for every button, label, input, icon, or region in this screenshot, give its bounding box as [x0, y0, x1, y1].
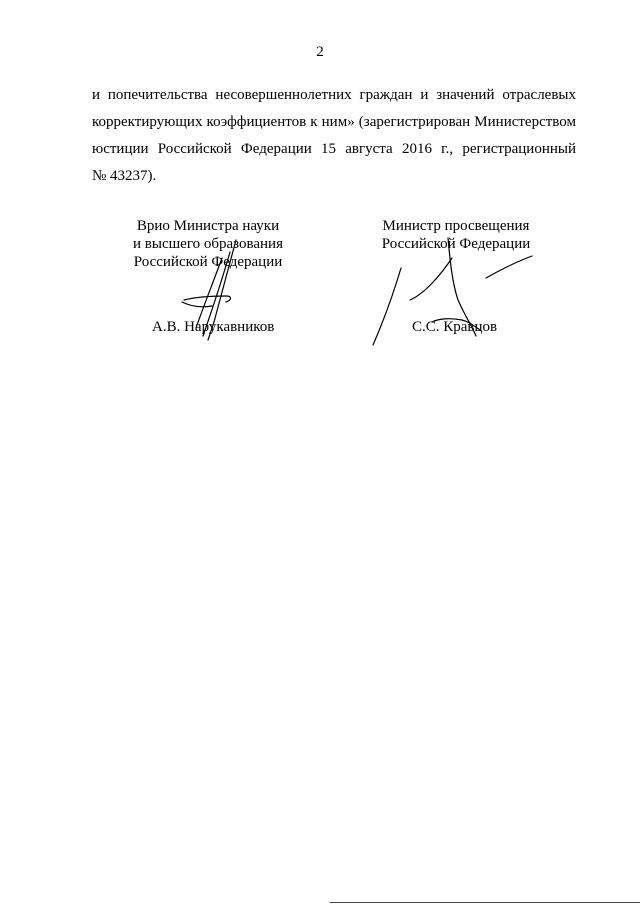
body-line-3: юстиции Российской Федерации 15 августа 2016 г., регистрационный: [92, 141, 576, 157]
left-signatory-title: [118, 217, 298, 271]
page-number: 2: [316, 44, 324, 60]
right-title-line-1: Министр просвещения: [382, 218, 530, 234]
body-line-4: № 43237).: [92, 168, 157, 184]
body-line-2: корректирующих коэффициентов к ним» (зарегистрирован Министерством: [92, 114, 576, 130]
body-line-1: и попечительства несовершеннолетних граждан и значений отраслевых: [92, 87, 576, 103]
right-signatory-name: С.С. Кравцов: [412, 319, 498, 335]
bottom-edge-line: [330, 902, 640, 903]
left-signatory-name: А.В. Нарукавников: [152, 319, 275, 335]
left-title-line-3: Российской Федерации: [133, 254, 283, 270]
left-title-line-2: и высшего образования: [133, 236, 283, 252]
body-paragraph: [92, 82, 576, 190]
right-title-line-2: Российской Федерации: [381, 236, 531, 252]
left-title-line-1: Врио Министра науки: [136, 218, 280, 234]
right-signatory-title: [364, 217, 548, 253]
